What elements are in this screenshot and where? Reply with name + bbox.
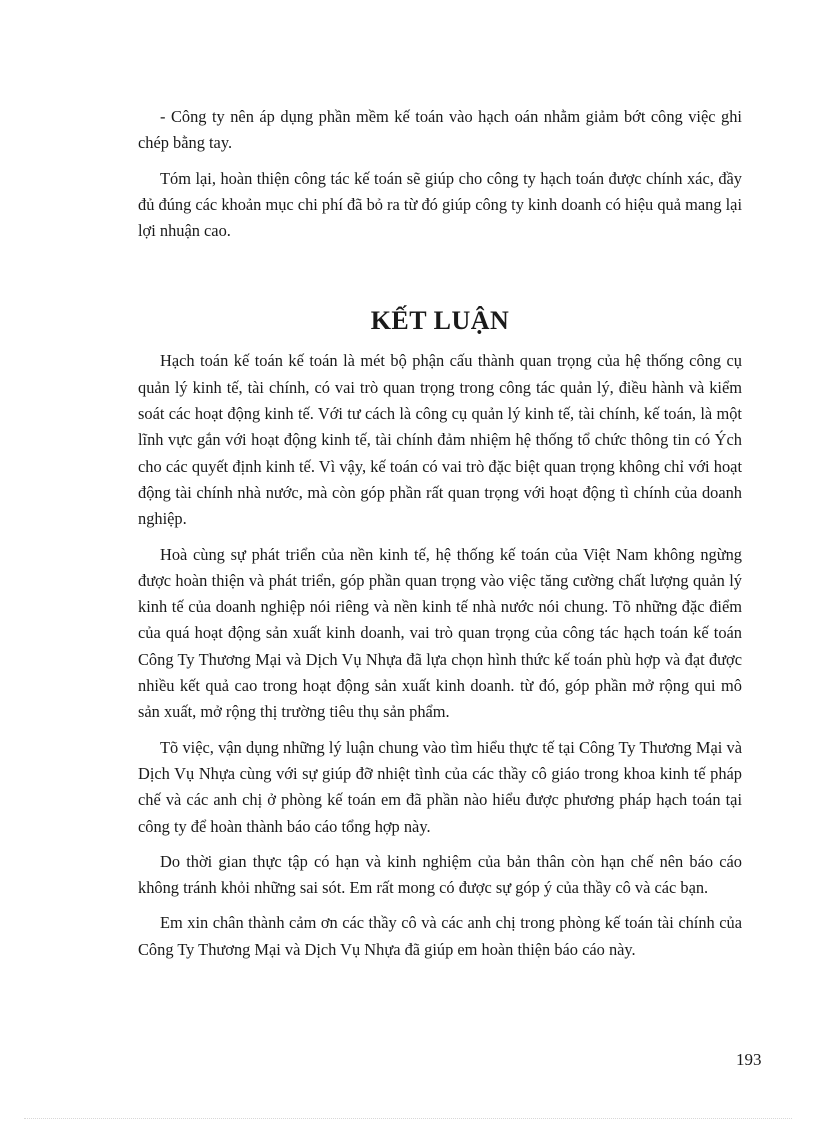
section-heading: KẾT LUẬN xyxy=(370,306,510,336)
conclusion-paragraph-1: Hạch toán kế toán kế toán là mét bộ phận cấu thành quan trọng của hệ thống công cụ quản lý kinh tế, tài chính, có vai trò quan trọng trong công tác quản lý, điều hành và kiểm soát các hoạt động kinh tế. Với tư cách là công cụ quản lý kinh tế, tài chính, kế toán, là một lĩnh vực gắn với hoạt động kinh tế, tài chính đảm nhiệm hệ thống tổ chức thông tin có Ých cho các quyết định kinh tế. Vì vậy, kế toán có vai trò đặc biệt quan trọng không chỉ với hoạt động tài chính nhà nước, mà còn góp phần rất quan trọng với hoạt động tì chính của doanh nghiệp. xyxy=(138,351,742,529)
page-number: 193 xyxy=(736,1050,762,1069)
intro-paragraph-1: - Công ty nên áp dụng phần mềm kế toán vào hạch oán nhằm giảm bớt công việc ghi chép bằng tay. xyxy=(138,107,742,153)
bottom-divider xyxy=(24,1118,792,1119)
conclusion-paragraph-2: Hoà cùng sự phát triển của nền kinh tế, hệ thống kế toán của Việt Nam không ngừng được hoàn thiện và phát triển, góp phần quan trọng vào việc tăng cường chất lượng quản lý kinh tế của doanh nghiệp nói riêng và nền kinh tế nhà nước nói chung. Tõ những đặc điểm của quá hoạt động sản xuất kinh doanh, vai trò quan trọng của công tác hạch toán kế toán Công Ty Thương Mại và Dịch Vụ Nhựa đã lựa chọn hình thức kế toán phù hợp và đạt được nhiều kết quả cao trong hoạt động sản xuất kinh doanh. từ đó, góp phần mở rộng qui mô sản xuất, mở rộng thị trường tiêu thụ sản phẩm. xyxy=(138,544,742,722)
document-page xyxy=(138,104,742,972)
conclusion-paragraph-3: Tõ việc, vận dụng những lý luận chung vào tìm hiểu thực tế tại Công Ty Thương Mại và Dịch Vụ Nhựa cùng với sự giúp đỡ nhiệt tình của các thầy cô giáo trong khoa kinh tế pháp chế và các anh chị ở phòng kế toán em đã phần nào hiểu được phương pháp hạch toán tại công ty để hoàn thành báo cáo tổng hợp này. xyxy=(138,737,742,836)
conclusion-paragraph-4: Do thời gian thực tập có hạn và kinh nghiệm của bản thân còn hạn chế nên báo cáo không tránh khỏi những sai sót. Em rất mong có được sự góp ý của thầy cô và các bạn. xyxy=(138,851,742,898)
conclusion-paragraph-5: Em xin chân thành cảm ơn các thầy cô và các anh chị trong phòng kế toán tài chính của Công Ty Thương Mại và Dịch Vụ Nhựa đã giúp em hoàn thiện báo cáo này. xyxy=(138,913,742,959)
intro-paragraph-2: Tóm lại, hoàn thiện công tác kế toán sẽ giúp cho công ty hạch toán được chính xác, đầy đủ đúng các khoản mục chi phí đã bỏ ra từ đó giúp công ty kinh doanh có hiệu quả mang lại lợi nhuận cao. xyxy=(138,168,742,241)
